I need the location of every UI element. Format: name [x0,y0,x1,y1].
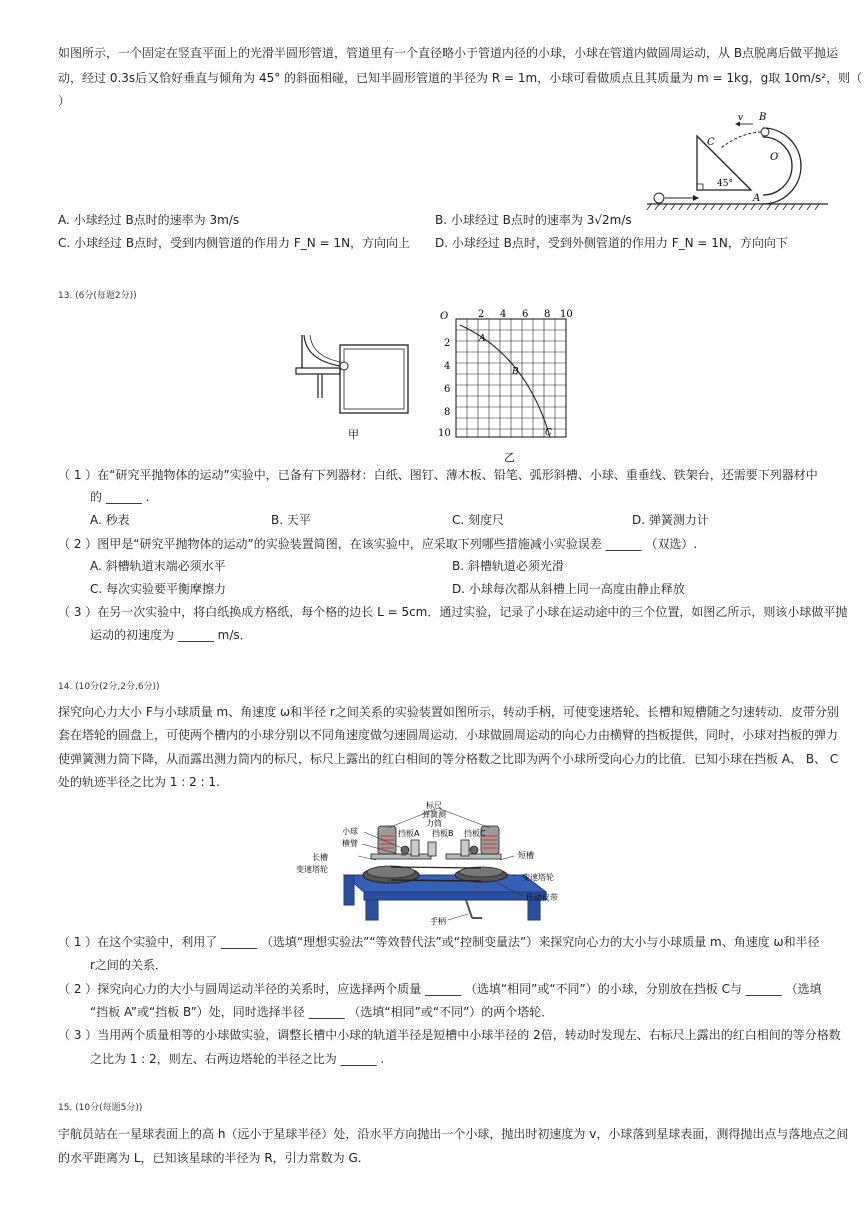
svg-text:短槽: 短槽 [518,851,534,860]
ball-start [654,193,664,203]
svg-text:C: C [707,137,715,148]
point-C: C [545,428,552,438]
svg-text:小球: 小球 [342,827,358,836]
svg-text:挡板B: 挡板B [432,829,454,838]
q14-part2-line-2: “挡板 A”或“挡板 B”）处，同时选择半径 ______ （选填“相同”或“不同”）的两个塔轮． [90,1005,554,1019]
svg-text:传动皮带: 传动皮带 [526,893,558,902]
q15-header: 15. (10分(每题5分)) [58,1103,143,1113]
svg-text:10: 10 [438,428,451,439]
q12-stem-line-3: ） [58,94,71,108]
trajectory-curve [460,325,550,437]
q13-part2-option-a[interactable]: A. 斜槽轨道末端必须水平 [90,559,226,573]
svg-text:O: O [440,311,449,322]
fig-jia-label: 甲 [348,428,359,441]
q14-part3-line-2: 之比为 1 : 2，则左、右两边塔轮的半径之比为 ______ . [90,1052,385,1066]
point-A: A [479,334,486,344]
q15-line-2: 的水平距离为 L，已知该星球的半径为 R，引力常数为 G. [58,1151,362,1165]
svg-text:O: O [770,152,779,163]
q13-header: 13. (6分(每题2分)) [58,291,137,301]
trajectory [721,132,761,148]
q12-option-d[interactable]: D. 小球经过 B点时，受到外侧管道的作用力 F_N = 1N，方向向下 [435,236,788,250]
pipe-outer [763,128,801,204]
svg-text:手柄: 手柄 [430,917,446,926]
svg-text:2: 2 [444,338,451,349]
svg-text:4: 4 [444,361,451,372]
q14-intro-line-2: 套在塔轮的圆盘上，可使两个槽内的小球分别以不同角速度做匀速圆周运动．小球做圆周运动的向心力由横臂的挡板提供，同时，小球对挡板的弹力 [58,728,839,742]
svg-text:标尺: 标尺 [426,801,442,810]
svg-text:4: 4 [500,309,507,320]
fig-yi-label: 乙 [504,451,515,464]
svg-text:2: 2 [478,309,485,320]
q12-option-c[interactable]: C. 小球经过 B点时，受到内侧管道的作用力 F_N = 1N，方向向上 [58,236,411,250]
angle-label: 45° [717,179,733,189]
q14-intro-line-1: 探究向心力大小 F与小球质量 m、角速度 ω和半径 r之间关系的实验装置如图所示，转动手柄，可使变速塔轮、长槽和短槽随之匀速转动．皮带分别 [58,705,839,719]
svg-text:6: 6 [522,309,529,320]
svg-text:v: v [738,113,744,123]
q14-part1-line-1: （ 1 ）在这个实验中，利用了 ______ （选填“理想实验法”“等效替代法”或“控制变量法”）来探究向心力的大小与小球质量 m、角速度 ω和半径 [58,935,820,949]
q13-part3-line-1: （ 3 ）在另一次实验中，将白纸换成方格纸，每个格的边长 L = 5cm．通过实验，记录了小球在运动途中的三个位置，如图乙所示，则该小球做平抛 [58,605,848,619]
q12-stem-line-1: 如图所示，一个固定在竖直平面上的光滑半圆形管道，管道里有一个直径略小于管道内径的小球，小球在管道内做圆周运动，从 B点脱离后做平抛运 [58,46,839,60]
q13-part2-option-c[interactable]: C. 每次实验要平衡摩擦力 [90,582,227,596]
q13-part1-option-b[interactable]: B. 天平 [271,513,311,527]
q13-part1-line-2: 的 ______ . [90,490,150,504]
q14-part1-line-2: r之间的关系． [90,958,167,972]
q12-option-b[interactable]: B. 小球经过 B点时的速率为 3√2m/s [435,213,632,227]
pipe-inner [763,137,792,195]
q14-figure-apparatus [296,800,582,930]
q13-part3-line-2: 运动的初速度为 ______ m/s． [90,628,252,642]
q13-part2-option-d[interactable]: D. 小球每次都从斜槽上同一高度由静止释放 [452,582,685,596]
q14-part3-line-1: （ 3 ）当用两个质量相等的小球做实验，调整长槽中小球的轨道半径是短槽中小球半径的 2倍，转动时发现左、右标尺上露出的红白相间的等分格数 [58,1028,841,1042]
q14-header: 14. (10分(2分,2分,6分)) [58,682,160,692]
q13-figure-jia [292,330,414,445]
q13-part2-option-b[interactable]: B. 斜槽轨道必须光滑 [452,559,564,573]
svg-text:A: A [753,193,761,204]
svg-text:力筒: 力筒 [426,819,442,828]
q13-figure-yi-grid [436,305,576,465]
svg-text:变速塔轮: 变速塔轮 [522,873,554,882]
q12-stem-line-2: 动，经过 0.3s后又恰好垂直与倾角为 45° 的斜面相碰，已知半圆形管道的半径为 R = 1m，小球可看做质点且其质量为 m = 1kg，g取 10m/s²，则（ [58,71,863,85]
svg-text:变速塔轮: 变速塔轮 [296,865,328,874]
svg-text:10: 10 [560,309,573,320]
svg-text:挡板C: 挡板C [464,829,486,838]
ball-B [761,128,769,136]
point-B: B [512,367,519,377]
svg-text:6: 6 [444,384,451,395]
svg-text:弹簧测: 弹簧测 [422,810,446,819]
q13-part1-line-1: （ 1 ）在“研究平抛物体的运动”实验中，已备有下列器材：白纸、图钉、薄木板、铅笔、弧形斜槽、小球、重垂线、铁架台，还需要下列器材中 [58,468,818,482]
q15-line-1: 宇航员站在一星球表面上的高 h（远小于星球半径）处，沿水平方向抛出一个小球，抛出时初速度为 v，小球落到星球表面，测得抛出点与落地点之间 [58,1127,849,1141]
q14-part2-line-1: （ 2 ）探究向心力的大小与圆周运动半径的关系时，应选择两个质量 ______ （选填“相同”或“不同”）的小球，分别放在挡板 C与 ______ （选填 [58,982,822,996]
q14-intro-line-3: 使弹簧测力筒下降，从而露出测力筒内的标尺，标尺上露出的红白相间的等分格数之比即为两个小球所受向心力的比值．已知小球在挡板 A、 B、 C [58,752,839,766]
q13-part1-option-a[interactable]: A. 秒表 [90,513,130,527]
svg-text:8: 8 [544,309,551,320]
svg-text:B: B [759,112,767,123]
q12-figure-pipe-incline [645,108,830,213]
q13-part1-option-c[interactable]: C. 刻度尺 [452,513,505,527]
q12-option-a[interactable]: A. 小球经过 B点时的速率为 3m/s [58,213,240,227]
q13-part1-option-d[interactable]: D. 弹簧测力计 [632,513,709,527]
svg-text:横臂: 横臂 [342,839,358,848]
svg-text:8: 8 [444,407,451,418]
svg-text:长槽: 长槽 [312,853,328,862]
svg-text:挡板A: 挡板A [398,829,420,838]
q13-part2-line: （ 2 ）图甲是“研究平抛物体的运动”的实验装置简图，在该实验中，应采取下列哪些措施减小实验误差 ______ （双选）. [58,537,698,551]
q14-intro-line-4: 处的轨迹半径之比为 1 : 2 : 1. [58,775,220,789]
